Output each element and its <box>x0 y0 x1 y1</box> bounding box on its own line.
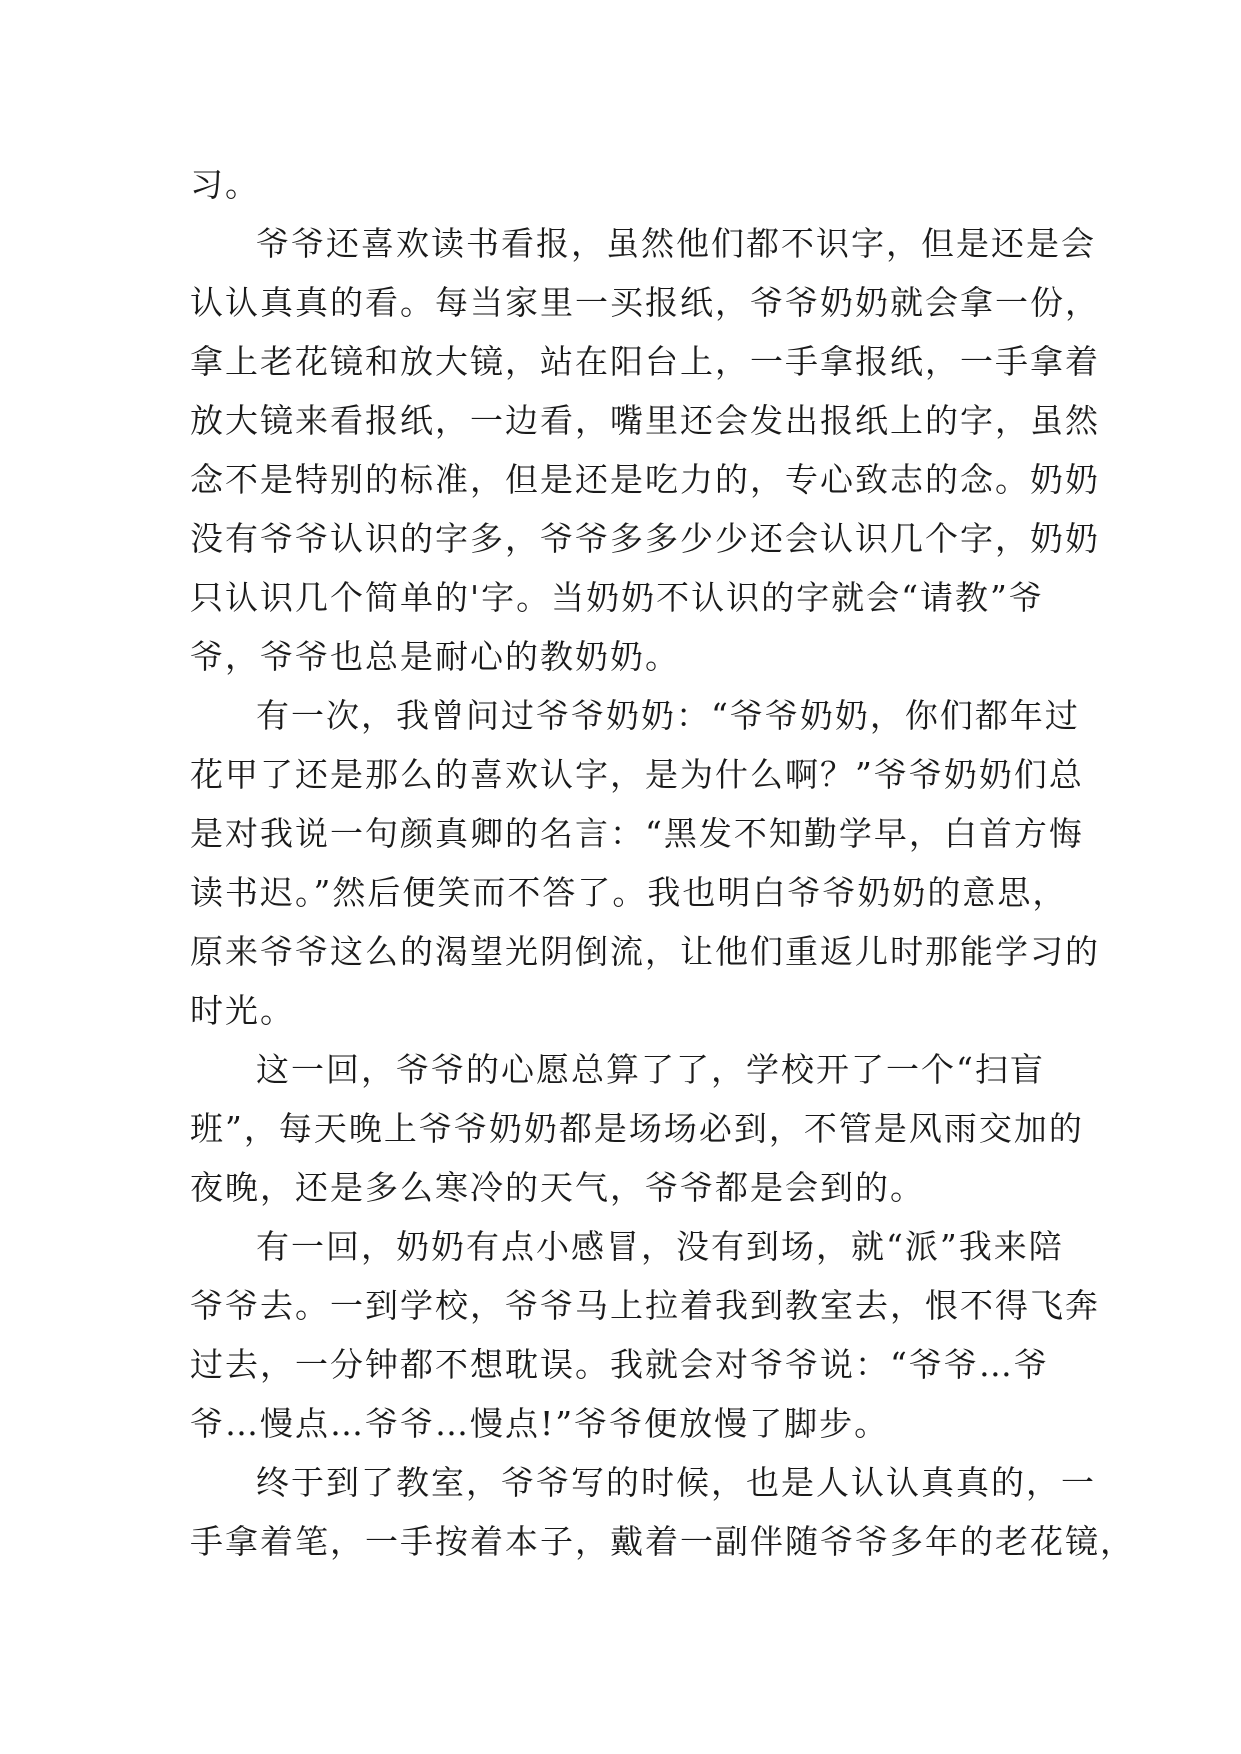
text-line: 爷爷去。一到学校，爷爷马上拉着我到教室去，恨不得飞奔 <box>190 1286 1100 1325</box>
text-line: 有一次，我曾问过爷爷奶奶：“爷爷奶奶，你们都年过 <box>256 696 1080 735</box>
text-line: 爷，爷爷也总是耐心的教奶奶。 <box>190 637 680 676</box>
text-line: 原来爷爷这么的渴望光阴倒流，让他们重返儿时那能学习的 <box>190 932 1100 971</box>
text-line: 是对我说一句颜真卿的名言：“黑发不知勤学早，白首方悔 <box>190 814 1084 853</box>
text-line: 读书迟。”然后便笑而不答了。我也明白爷爷奶奶的意思， <box>190 873 1068 912</box>
text-line: 手拿着笔，一手按着本子，戴着一副伴随爷爷多年的老花镜， <box>190 1522 1135 1561</box>
text-line: 过去，一分钟都不想耽误。我就会对爷爷说：“爷爷…爷 <box>190 1345 1049 1384</box>
text-line: 念不是特别的标准，但是还是吃力的，专心致志的念。奶奶 <box>190 460 1100 499</box>
text-line: 终于到了教室，爷爷写的时候，也是人认认真真的，一 <box>256 1463 1096 1502</box>
text-line: 这一回，爷爷的心愿总算了了，学校开了一个“扫盲 <box>256 1050 1045 1089</box>
text-line: 爷爷还喜欢读书看报，虽然他们都不识字，但是还是会 <box>256 224 1096 263</box>
text-line: 没有爷爷认识的字多，爷爷多多少少还会认识几个字，奶奶 <box>190 519 1100 558</box>
text-line: 认认真真的看。每当家里一买报纸，爷爷奶奶就会拿一份， <box>190 283 1100 322</box>
text-line: 时光。 <box>190 991 295 1030</box>
text-line: 花甲了还是那么的喜欢认字，是为什么啊？”爷爷奶奶们总 <box>190 755 1084 794</box>
text-line: 拿上老花镜和放大镜，站在阳台上，一手拿报纸，一手拿着 <box>190 342 1100 381</box>
body-text <box>190 155 1135 1571</box>
text-line: 习。 <box>190 165 260 204</box>
text-line: 夜晚，还是多么寒冷的天气，爷爷都是会到的。 <box>190 1168 925 1207</box>
text-line: 只认识几个简单的'字。当奶奶不认识的字就会“请教”爷 <box>190 578 1044 617</box>
text-line: 班”，每天晚上爷爷奶奶都是场场必到，不管是风雨交加的 <box>190 1109 1084 1148</box>
text-line: 放大镜来看报纸，一边看，嘴里还会发出报纸上的字，虽然 <box>190 401 1100 440</box>
text-line: 有一回，奶奶有点小感冒，没有到场，就“派”我来陪 <box>256 1227 1064 1266</box>
text-line: 爷…慢点…爷爷…慢点!”爷爷便放慢了脚步。 <box>190 1404 890 1443</box>
